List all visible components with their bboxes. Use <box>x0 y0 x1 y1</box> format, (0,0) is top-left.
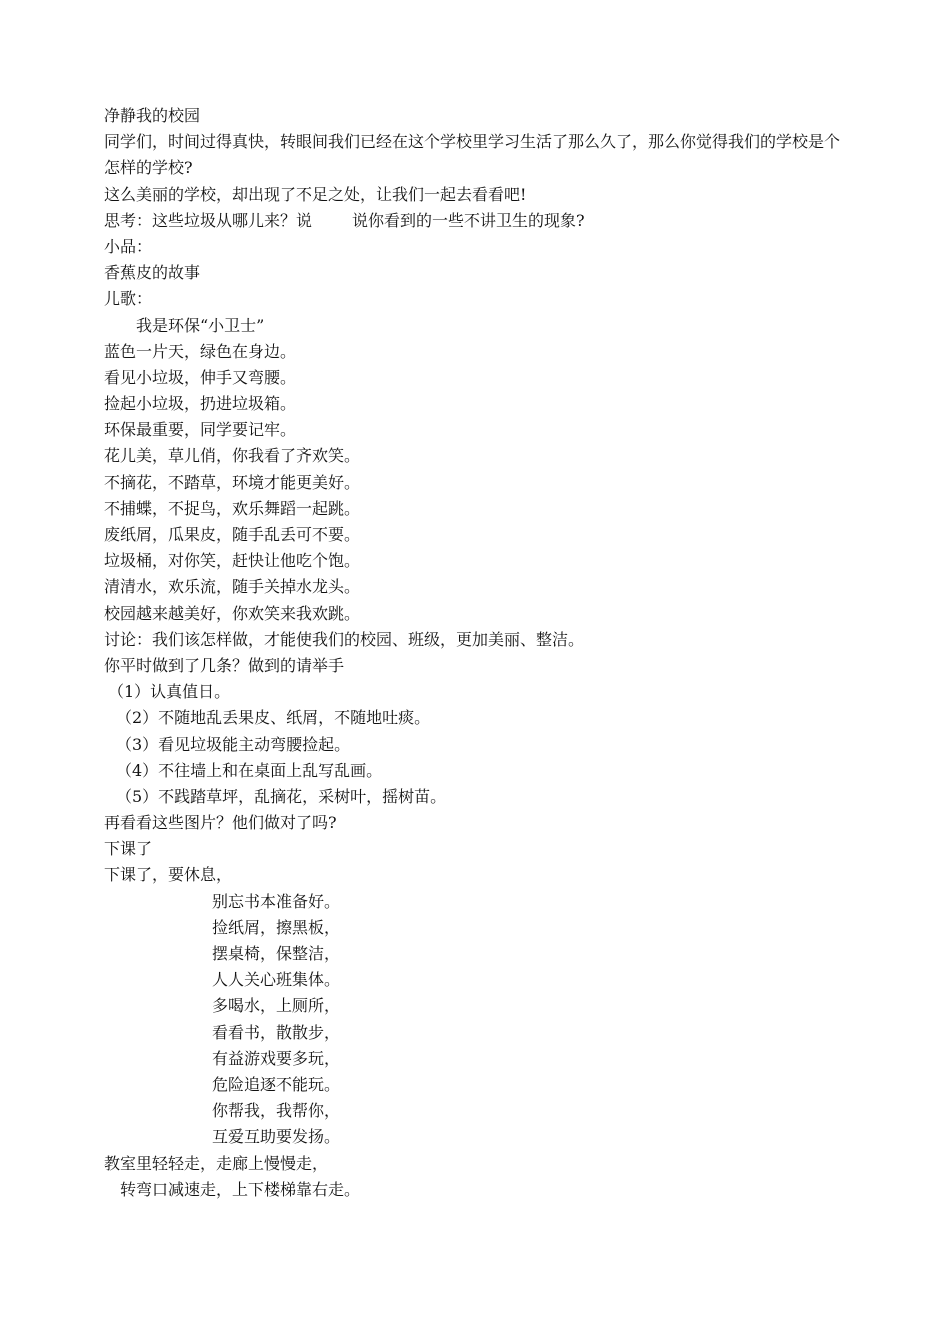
recess-line: 危险追逐不能玩。 <box>212 1074 341 1094</box>
recess-line: 捡纸屑，擦黑板， <box>212 917 341 937</box>
song-line: 垃圾桶，对你笑，赶快让他吃个饱。 <box>104 551 361 571</box>
walk-line-a: 教室里轻轻走，走廊上慢慢走， <box>104 1153 329 1173</box>
intro-paragraph: 同学们，时间过得真快，转眼间我们已经在这个学校里学习生活了那么久了，那么你觉得我们的学校是个怎样的学校? <box>104 132 841 178</box>
recess-line: 看看书，散散步， <box>212 1022 341 1042</box>
rule-item: （4）不往墙上和在桌面上乱写乱画。 <box>116 760 383 780</box>
rule-item: （5）不践踏草坪，乱摘花，采树叶，摇树苗。 <box>116 786 447 806</box>
rule-item: （1）认真值日。 <box>108 682 231 702</box>
think-part-b: 说你看到的一些不讲卫生的现象? <box>352 210 585 230</box>
recess-line: 人人关心班集体。 <box>212 970 341 990</box>
song-line: 不摘花，不踏草，环境才能更美好。 <box>104 472 361 492</box>
document-title: 净静我的校园 <box>104 106 201 125</box>
beautiful-school-line: 这么美丽的学校，却出现了不足之处，让我们一起去看看吧! <box>104 184 527 204</box>
recess-line: 互爱互助要发扬。 <box>212 1127 341 1147</box>
recess-line: 摆桌椅，保整洁， <box>212 944 341 964</box>
song-line: 花儿美，草儿俏，你我看了齐欢笑。 <box>104 446 361 466</box>
recess-line: 你帮我，我帮你， <box>212 1101 341 1121</box>
song-line: 捡起小垃圾，扔进垃圾箱。 <box>104 394 297 414</box>
rule-item: （3）看见垃圾能主动弯腰捡起。 <box>116 734 351 754</box>
song-line: 废纸屑，瓜果皮，随手乱丢可不要。 <box>104 525 361 545</box>
think-line <box>104 208 854 234</box>
recess-title: 下课了 <box>104 839 153 859</box>
question-line: 你平时做到了几条？做到的请举手 <box>104 655 345 675</box>
skit-title: 香蕉皮的故事 <box>104 263 201 283</box>
song-title: 我是环保“小卫士” <box>136 315 265 335</box>
document-body <box>104 103 854 1203</box>
recess-line: 别忘书本准备好。 <box>212 891 341 911</box>
recess-line: 多喝水，上厕所， <box>212 996 341 1016</box>
song-line: 不捕蝶，不捉鸟，欢乐舞蹈一起跳。 <box>104 498 361 518</box>
skit-label: 小品： <box>104 236 153 256</box>
pictures-line: 再看看这些图片？他们做对了吗? <box>104 813 337 833</box>
recess-first-line: 下课了，要休息， <box>104 865 233 885</box>
song-line: 清清水，欢乐流，随手关掉水龙头。 <box>104 577 361 597</box>
song-line: 看见小垃圾，伸手又弯腰。 <box>104 367 297 387</box>
rule-item: （2）不随地乱丢果皮、纸屑，不随地吐痰。 <box>116 708 431 728</box>
song-line: 校园越来越美好，你欢笑来我欢跳。 <box>104 603 361 623</box>
discussion-line: 讨论：我们该怎样做，才能使我们的校园、班级，更加美丽、整洁。 <box>104 629 585 649</box>
walk-line-b: 转弯口减速走，上下楼梯靠右走。 <box>120 1179 361 1199</box>
recess-line: 有益游戏要多玩， <box>212 1048 341 1068</box>
song-line: 蓝色一片天，绿色在身边。 <box>104 341 297 361</box>
song-label: 儿歌： <box>104 289 153 309</box>
song-line: 环保最重要，同学要记牢。 <box>104 420 297 440</box>
think-part-a: 思考：这些垃圾从哪儿来？说 <box>104 210 313 230</box>
